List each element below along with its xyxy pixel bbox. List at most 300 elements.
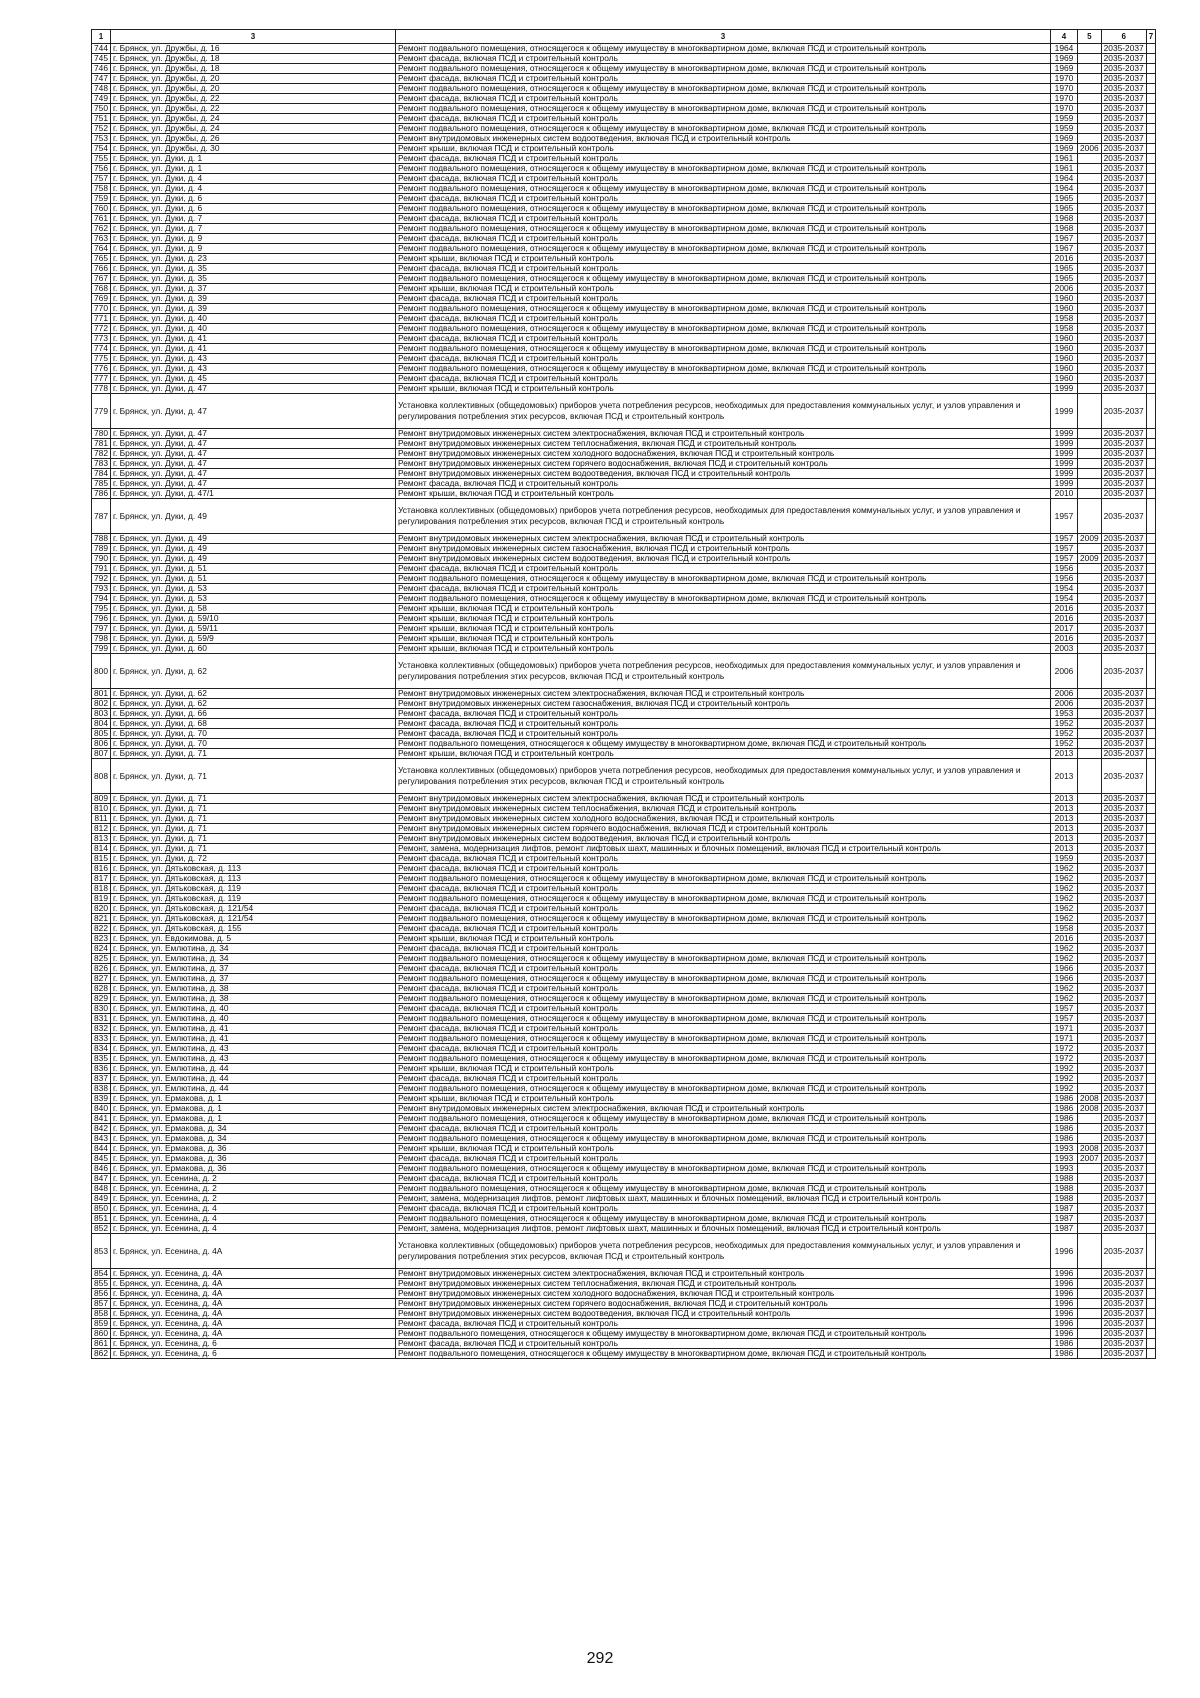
work-type-cell: Ремонт фасада, включая ПСД и строительный контроль [396, 709, 1051, 719]
extra-cell [1146, 604, 1155, 614]
row-number-cell: 827 [92, 974, 111, 984]
planned-period-cell: 2035-2037 [1101, 884, 1146, 894]
planned-period-cell: 2035-2037 [1101, 314, 1146, 324]
table-row [92, 624, 1156, 634]
work-type-cell: Ремонт внутридомовых инженерных систем электроснабжения, включая ПСД и строительный контроль [396, 794, 1051, 804]
extra-cell [1146, 374, 1155, 384]
address-cell: г. Брянск, ул. Дуки, д. 7 [111, 214, 396, 224]
table-row [92, 1064, 1156, 1074]
address-cell: г. Брянск, ул. Есенина, д. 4А [111, 1329, 396, 1339]
planned-period-cell: 2035-2037 [1101, 1329, 1146, 1339]
address-cell: г. Брянск, ул. Дуки, д. 58 [111, 604, 396, 614]
row-number-cell: 849 [92, 1194, 111, 1204]
planned-period-cell: 2035-2037 [1101, 904, 1146, 914]
last-repair-year-cell [1078, 364, 1102, 374]
planned-period-cell: 2035-2037 [1101, 1074, 1146, 1084]
work-type-cell: Ремонт внутридомовых инженерных систем теплоснабжения, включая ПСД и строительный контроль [396, 439, 1051, 449]
planned-period-cell: 2035-2037 [1101, 1024, 1146, 1034]
year-built-cell: 1988 [1051, 1174, 1078, 1184]
table-row [92, 984, 1156, 994]
address-cell: г. Брянск, ул. Есенина, д. 4 [111, 1204, 396, 1214]
last-repair-year-cell: 2006 [1078, 144, 1102, 154]
extra-cell [1146, 194, 1155, 204]
planned-period-cell: 2035-2037 [1101, 234, 1146, 244]
table-row [92, 1074, 1156, 1084]
column-header: 3 [111, 30, 396, 44]
last-repair-year-cell [1078, 1319, 1102, 1329]
address-cell: г. Брянск, ул. Дуки, д. 62 [111, 654, 396, 689]
address-cell: г. Брянск, ул. Дуки, д. 66 [111, 709, 396, 719]
last-repair-year-cell [1078, 64, 1102, 74]
work-type-cell: Ремонт фасада, включая ПСД и строительный контроль [396, 584, 1051, 594]
work-type-cell: Ремонт подвального помещения, относящегося к общему имуществу в многоквартирном доме, включая ПСД и строительный контроль [396, 954, 1051, 964]
year-built-cell: 1962 [1051, 954, 1078, 964]
planned-period-cell: 2035-2037 [1101, 44, 1146, 54]
extra-cell [1146, 1064, 1155, 1074]
work-type-cell: Установка коллективных (общедомовых) приборов учета потребления ресурсов, необходимых для предоставления коммунальных услуг, и узлов управления и регулирования потребления этих ресурсов, включая ПСД и строительный контроль [396, 759, 1051, 794]
row-number-cell: 754 [92, 144, 111, 154]
work-type-cell: Ремонт подвального помещения, относящегося к общему имуществу в многоквартирном доме, включая ПСД и строительный контроль [396, 1164, 1051, 1174]
extra-cell [1146, 294, 1155, 304]
table-row [92, 739, 1156, 749]
extra-cell [1146, 1309, 1155, 1319]
table-row [92, 699, 1156, 709]
extra-cell [1146, 154, 1155, 164]
extra-cell [1146, 914, 1155, 924]
table-row [92, 894, 1156, 904]
year-built-cell: 1964 [1051, 44, 1078, 54]
planned-period-cell: 2035-2037 [1101, 944, 1146, 954]
work-type-cell: Ремонт подвального помещения, относящегося к общему имуществу в многоквартирном доме, включая ПСД и строительный контроль [396, 324, 1051, 334]
row-number-cell: 768 [92, 284, 111, 294]
work-type-cell: Ремонт подвального помещения, относящегося к общему имуществу в многоквартирном доме, включая ПСД и строительный контроль [396, 124, 1051, 134]
extra-cell [1146, 324, 1155, 334]
extra-cell [1146, 834, 1155, 844]
address-cell: г. Брянск, ул. Емлютина, д. 44 [111, 1064, 396, 1074]
address-cell: г. Брянск, ул. Дуки, д. 41 [111, 344, 396, 354]
planned-period-cell: 2035-2037 [1101, 1084, 1146, 1094]
address-cell: г. Брянск, ул. Дуки, д. 4 [111, 184, 396, 194]
row-number-cell: 828 [92, 984, 111, 994]
work-type-cell: Ремонт подвального помещения, относящегося к общему имуществу в многоквартирном доме, включая ПСД и строительный контроль [396, 594, 1051, 604]
row-number-cell: 825 [92, 954, 111, 964]
table-row [92, 284, 1156, 294]
address-cell: г. Брянск, ул. Дружбы, д. 20 [111, 74, 396, 84]
work-type-cell: Ремонт крыши, включая ПСД и строительный контроль [396, 144, 1051, 154]
planned-period-cell: 2035-2037 [1101, 479, 1146, 489]
address-cell: г. Брянск, ул. Емлютина, д. 38 [111, 984, 396, 994]
address-cell: г. Брянск, ул. Ермакова, д. 1 [111, 1094, 396, 1104]
row-number-cell: 781 [92, 439, 111, 449]
row-number-cell: 847 [92, 1174, 111, 1184]
year-built-cell: 1954 [1051, 584, 1078, 594]
last-repair-year-cell [1078, 1214, 1102, 1224]
row-number-cell: 843 [92, 1134, 111, 1144]
work-type-cell: Ремонт внутридомовых инженерных систем электроснабжения, включая ПСД и строительный контроль [396, 534, 1051, 544]
work-type-cell: Ремонт, замена, модернизация лифтов, ремонт лифтовых шахт, машинных и блочных помещений, включая ПСД и строительный контроль [396, 1224, 1051, 1234]
extra-cell [1146, 64, 1155, 74]
address-cell: г. Брянск, ул. Дуки, д. 62 [111, 689, 396, 699]
table-row [92, 884, 1156, 894]
planned-period-cell: 2035-2037 [1101, 1114, 1146, 1124]
address-cell: г. Брянск, ул. Дуки, д. 49 [111, 554, 396, 564]
last-repair-year-cell [1078, 1114, 1102, 1124]
work-type-cell: Ремонт фасада, включая ПСД и строительный контроль [396, 354, 1051, 364]
last-repair-year-cell [1078, 394, 1102, 429]
row-number-cell: 822 [92, 924, 111, 934]
work-type-cell: Ремонт фасада, включая ПСД и строительный контроль [396, 174, 1051, 184]
last-repair-year-cell [1078, 1234, 1102, 1269]
row-number-cell: 840 [92, 1104, 111, 1114]
work-type-cell: Ремонт крыши, включая ПСД и строительный контроль [396, 749, 1051, 759]
last-repair-year-cell [1078, 924, 1102, 934]
work-type-cell: Ремонт фасада, включая ПСД и строительный контроль [396, 1004, 1051, 1014]
year-built-cell: 1965 [1051, 204, 1078, 214]
work-type-cell: Ремонт подвального помещения, относящегося к общему имуществу в многоквартирном доме, включая ПСД и строительный контроль [396, 224, 1051, 234]
row-number-cell: 756 [92, 164, 111, 174]
work-type-cell: Ремонт, замена, модернизация лифтов, ремонт лифтовых шахт, машинных и блочных помещений, включая ПСД и строительный контроль [396, 844, 1051, 854]
planned-period-cell: 2035-2037 [1101, 1144, 1146, 1154]
last-repair-year-cell [1078, 864, 1102, 874]
work-type-cell: Установка коллективных (общедомовых) приборов учета потребления ресурсов, необходимых для предоставления коммунальных услуг, и узлов управления и регулирования потребления этих ресурсов, включая ПСД и строительный контроль [396, 654, 1051, 689]
year-built-cell: 1987 [1051, 1214, 1078, 1224]
row-number-cell: 759 [92, 194, 111, 204]
work-type-cell: Ремонт фасада, включая ПСД и строительный контроль [396, 944, 1051, 954]
work-type-cell: Ремонт внутридомовых инженерных систем водоотведения, включая ПСД и строительный контроль [396, 469, 1051, 479]
table-row [92, 449, 1156, 459]
table-row [92, 834, 1156, 844]
table-row [92, 534, 1156, 544]
row-number-cell: 776 [92, 364, 111, 374]
row-number-cell: 760 [92, 204, 111, 214]
address-cell: г. Брянск, ул. Емлютина, д. 38 [111, 994, 396, 1004]
extra-cell [1146, 94, 1155, 104]
year-built-cell: 1970 [1051, 94, 1078, 104]
extra-cell [1146, 459, 1155, 469]
address-cell: г. Брянск, ул. Дятьковская, д. 113 [111, 874, 396, 884]
last-repair-year-cell [1078, 214, 1102, 224]
row-number-cell: 817 [92, 874, 111, 884]
table-row [92, 794, 1156, 804]
row-number-cell: 813 [92, 834, 111, 844]
address-cell: г. Брянск, ул. Дуки, д. 71 [111, 749, 396, 759]
last-repair-year-cell [1078, 934, 1102, 944]
row-number-cell: 788 [92, 534, 111, 544]
work-type-cell: Ремонт внутридомовых инженерных систем электроснабжения, включая ПСД и строительный контроль [396, 1104, 1051, 1114]
address-cell: г. Брянск, ул. Дуки, д. 6 [111, 194, 396, 204]
year-built-cell: 2006 [1051, 654, 1078, 689]
row-number-cell: 810 [92, 804, 111, 814]
year-built-cell: 1971 [1051, 1034, 1078, 1044]
extra-cell [1146, 894, 1155, 904]
work-type-cell: Ремонт фасада, включая ПСД и строительный контроль [396, 314, 1051, 324]
row-number-cell: 750 [92, 104, 111, 114]
year-built-cell: 1988 [1051, 1184, 1078, 1194]
year-built-cell: 1972 [1051, 1054, 1078, 1064]
work-type-cell: Ремонт внутридомовых инженерных систем водоотведения, включая ПСД и строительный контроль [396, 554, 1051, 564]
last-repair-year-cell [1078, 1349, 1102, 1359]
extra-cell [1146, 224, 1155, 234]
year-built-cell: 1960 [1051, 294, 1078, 304]
last-repair-year-cell [1078, 184, 1102, 194]
year-built-cell: 1969 [1051, 144, 1078, 154]
planned-period-cell: 2035-2037 [1101, 924, 1146, 934]
extra-cell [1146, 499, 1155, 534]
year-built-cell: 1967 [1051, 234, 1078, 244]
address-cell: г. Брянск, ул. Дуки, д. 23 [111, 254, 396, 264]
last-repair-year-cell [1078, 689, 1102, 699]
table-row [92, 1269, 1156, 1279]
last-repair-year-cell [1078, 759, 1102, 794]
row-number-cell: 839 [92, 1094, 111, 1104]
year-built-cell: 1999 [1051, 469, 1078, 479]
row-number-cell: 790 [92, 554, 111, 564]
address-cell: г. Брянск, ул. Дуки, д. 71 [111, 834, 396, 844]
year-built-cell: 2013 [1051, 844, 1078, 854]
year-built-cell: 1961 [1051, 164, 1078, 174]
year-built-cell: 1996 [1051, 1299, 1078, 1309]
table-row [92, 479, 1156, 489]
planned-period-cell: 2035-2037 [1101, 544, 1146, 554]
extra-cell [1146, 479, 1155, 489]
extra-cell [1146, 924, 1155, 934]
last-repair-year-cell [1078, 449, 1102, 459]
last-repair-year-cell [1078, 1339, 1102, 1349]
year-built-cell: 1968 [1051, 224, 1078, 234]
table-row [92, 429, 1156, 439]
work-type-cell: Ремонт подвального помещения, относящегося к общему имуществу в многоквартирном доме, включая ПСД и строительный контроль [396, 1084, 1051, 1094]
address-cell: г. Брянск, ул. Ермакова, д. 34 [111, 1124, 396, 1134]
last-repair-year-cell: 2008 [1078, 1144, 1102, 1154]
planned-period-cell: 2035-2037 [1101, 1174, 1146, 1184]
year-built-cell: 1969 [1051, 64, 1078, 74]
address-cell: г. Брянск, ул. Дуки, д. 47 [111, 459, 396, 469]
row-number-cell: 842 [92, 1124, 111, 1134]
row-number-cell: 792 [92, 574, 111, 584]
address-cell: г. Брянск, ул. Есенина, д. 4А [111, 1234, 396, 1269]
last-repair-year-cell [1078, 1054, 1102, 1064]
table-row [92, 1004, 1156, 1014]
table-row [92, 64, 1156, 74]
extra-cell [1146, 759, 1155, 794]
year-built-cell: 1988 [1051, 1194, 1078, 1204]
work-type-cell: Установка коллективных (общедомовых) приборов учета потребления ресурсов, необходимых для предоставления коммунальных услуг, и узлов управления и регулирования потребления этих ресурсов, включая ПСД и строительный контроль [396, 499, 1051, 534]
last-repair-year-cell [1078, 334, 1102, 344]
last-repair-year-cell [1078, 344, 1102, 354]
table-row [92, 459, 1156, 469]
last-repair-year-cell [1078, 54, 1102, 64]
extra-cell [1146, 104, 1155, 114]
row-number-cell: 780 [92, 429, 111, 439]
table-row [92, 1194, 1156, 1204]
planned-period-cell: 2035-2037 [1101, 1014, 1146, 1024]
table-row [92, 274, 1156, 284]
extra-cell [1146, 614, 1155, 624]
planned-period-cell: 2035-2037 [1101, 194, 1146, 204]
last-repair-year-cell [1078, 1279, 1102, 1289]
row-number-cell: 779 [92, 394, 111, 429]
row-number-cell: 769 [92, 294, 111, 304]
work-type-cell: Ремонт внутридомовых инженерных систем горячего водоснабжения, включая ПСД и строительный контроль [396, 459, 1051, 469]
year-built-cell: 1961 [1051, 154, 1078, 164]
last-repair-year-cell [1078, 374, 1102, 384]
year-built-cell: 1964 [1051, 174, 1078, 184]
extra-cell [1146, 344, 1155, 354]
table-row [92, 729, 1156, 739]
table-row [92, 314, 1156, 324]
table-row [92, 614, 1156, 624]
row-number-cell: 829 [92, 994, 111, 1004]
row-number-cell: 787 [92, 499, 111, 534]
planned-period-cell: 2035-2037 [1101, 894, 1146, 904]
year-built-cell: 1964 [1051, 184, 1078, 194]
table-row [92, 554, 1156, 564]
address-cell: г. Брянск, ул. Дуки, д. 39 [111, 304, 396, 314]
row-number-cell: 795 [92, 604, 111, 614]
table-row [92, 854, 1156, 864]
year-built-cell: 1996 [1051, 1289, 1078, 1299]
extra-cell [1146, 814, 1155, 824]
work-type-cell: Ремонт фасада, включая ПСД и строительный контроль [396, 1124, 1051, 1134]
row-number-cell: 799 [92, 644, 111, 654]
address-cell: г. Брянск, ул. Дуки, д. 51 [111, 564, 396, 574]
year-built-cell: 1999 [1051, 449, 1078, 459]
row-number-cell: 808 [92, 759, 111, 794]
last-repair-year-cell [1078, 1164, 1102, 1174]
last-repair-year-cell [1078, 469, 1102, 479]
last-repair-year-cell [1078, 604, 1102, 614]
row-number-cell: 789 [92, 544, 111, 554]
work-type-cell: Ремонт фасада, включая ПСД и строительный контроль [396, 154, 1051, 164]
work-type-cell: Ремонт подвального помещения, относящегося к общему имуществу в многоквартирном доме, включая ПСД и строительный контроль [396, 1214, 1051, 1224]
address-cell: г. Брянск, ул. Дятьковская, д. 155 [111, 924, 396, 934]
table-row [92, 1124, 1156, 1134]
year-built-cell: 1986 [1051, 1349, 1078, 1359]
last-repair-year-cell [1078, 44, 1102, 54]
planned-period-cell: 2035-2037 [1101, 214, 1146, 224]
row-number-cell: 819 [92, 894, 111, 904]
year-built-cell: 2016 [1051, 614, 1078, 624]
work-type-cell: Ремонт фасада, включая ПСД и строительный контроль [396, 854, 1051, 864]
work-type-cell: Ремонт внутридомовых инженерных систем холодного водоснабжения, включая ПСД и строительный контроль [396, 1289, 1051, 1299]
work-type-cell: Ремонт фасада, включая ПСД и строительный контроль [396, 1204, 1051, 1214]
last-repair-year-cell [1078, 1269, 1102, 1279]
planned-period-cell: 2035-2037 [1101, 644, 1146, 654]
planned-period-cell: 2035-2037 [1101, 449, 1146, 459]
last-repair-year-cell [1078, 804, 1102, 814]
address-cell: г. Брянск, ул. Дуки, д. 6 [111, 204, 396, 214]
extra-cell [1146, 1214, 1155, 1224]
last-repair-year-cell [1078, 834, 1102, 844]
table-row [92, 1234, 1156, 1269]
year-built-cell: 1960 [1051, 344, 1078, 354]
address-cell: г. Брянск, ул. Емлютина, д. 44 [111, 1074, 396, 1084]
table-row [92, 54, 1156, 64]
planned-period-cell: 2035-2037 [1101, 184, 1146, 194]
address-cell: г. Брянск, ул. Ермакова, д. 36 [111, 1144, 396, 1154]
extra-cell [1146, 984, 1155, 994]
planned-period-cell: 2035-2037 [1101, 1034, 1146, 1044]
last-repair-year-cell [1078, 154, 1102, 164]
table-row [92, 814, 1156, 824]
row-number-cell: 785 [92, 479, 111, 489]
row-number-cell: 836 [92, 1064, 111, 1074]
planned-period-cell: 2035-2037 [1101, 1134, 1146, 1144]
address-cell: г. Брянск, ул. Дуки, д. 1 [111, 154, 396, 164]
extra-cell [1146, 449, 1155, 459]
planned-period-cell: 2035-2037 [1101, 1224, 1146, 1234]
planned-period-cell: 2035-2037 [1101, 954, 1146, 964]
address-cell: г. Брянск, ул. Дуки, д. 41 [111, 334, 396, 344]
work-type-cell: Ремонт внутридомовых инженерных систем водоотведения, включая ПСД и строительный контроль [396, 134, 1051, 144]
extra-cell [1146, 994, 1155, 1004]
planned-period-cell: 2035-2037 [1101, 729, 1146, 739]
last-repair-year-cell [1078, 124, 1102, 134]
address-cell: г. Брянск, ул. Дятьковская, д. 121/54 [111, 904, 396, 914]
extra-cell [1146, 554, 1155, 564]
year-built-cell: 1962 [1051, 914, 1078, 924]
address-cell: г. Брянск, ул. Дуки, д. 47 [111, 449, 396, 459]
work-type-cell: Ремонт, замена, модернизация лифтов, ремонт лифтовых шахт, машинных и блочных помещений, включая ПСД и строительный контроль [396, 1194, 1051, 1204]
year-built-cell: 1971 [1051, 1024, 1078, 1034]
table-row [92, 104, 1156, 114]
year-built-cell: 1996 [1051, 1279, 1078, 1289]
extra-cell [1146, 1074, 1155, 1084]
row-number-cell: 811 [92, 814, 111, 824]
address-cell: г. Брянск, ул. Дуки, д. 47 [111, 479, 396, 489]
year-built-cell: 1999 [1051, 429, 1078, 439]
table-row [92, 114, 1156, 124]
row-number-cell: 761 [92, 214, 111, 224]
work-type-cell: Ремонт фасада, включая ПСД и строительный контроль [396, 964, 1051, 974]
planned-period-cell: 2035-2037 [1101, 574, 1146, 584]
year-built-cell: 2013 [1051, 804, 1078, 814]
table-row [92, 224, 1156, 234]
row-number-cell: 844 [92, 1144, 111, 1154]
extra-cell [1146, 1234, 1155, 1269]
table-row [92, 1034, 1156, 1044]
table-row [92, 384, 1156, 394]
last-repair-year-cell [1078, 254, 1102, 264]
address-cell: г. Брянск, ул. Дуки, д. 47 [111, 469, 396, 479]
row-number-cell: 850 [92, 1204, 111, 1214]
year-built-cell: 1960 [1051, 364, 1078, 374]
work-type-cell: Ремонт фасада, включая ПСД и строительный контроль [396, 904, 1051, 914]
table-row [92, 1114, 1156, 1124]
year-built-cell: 1962 [1051, 894, 1078, 904]
planned-period-cell: 2035-2037 [1101, 994, 1146, 1004]
row-number-cell: 762 [92, 224, 111, 234]
extra-cell [1146, 314, 1155, 324]
planned-period-cell: 2035-2037 [1101, 1214, 1146, 1224]
planned-period-cell: 2035-2037 [1101, 154, 1146, 164]
last-repair-year-cell [1078, 944, 1102, 954]
row-number-cell: 794 [92, 594, 111, 604]
extra-cell [1146, 729, 1155, 739]
planned-period-cell: 2035-2037 [1101, 1204, 1146, 1214]
address-cell: г. Брянск, ул. Дуки, д. 59/10 [111, 614, 396, 624]
row-number-cell: 809 [92, 794, 111, 804]
work-type-cell: Ремонт фасада, включая ПСД и строительный контроль [396, 1044, 1051, 1054]
extra-cell [1146, 1174, 1155, 1184]
address-cell: г. Брянск, ул. Дуки, д. 60 [111, 644, 396, 654]
address-cell: г. Брянск, ул. Ермакова, д. 36 [111, 1164, 396, 1174]
table-row [92, 709, 1156, 719]
planned-period-cell: 2035-2037 [1101, 1044, 1146, 1054]
row-number-cell: 801 [92, 689, 111, 699]
last-repair-year-cell [1078, 174, 1102, 184]
work-type-cell: Ремонт подвального помещения, относящегося к общему имуществу в многоквартирном доме, включая ПСД и строительный контроль [396, 274, 1051, 284]
